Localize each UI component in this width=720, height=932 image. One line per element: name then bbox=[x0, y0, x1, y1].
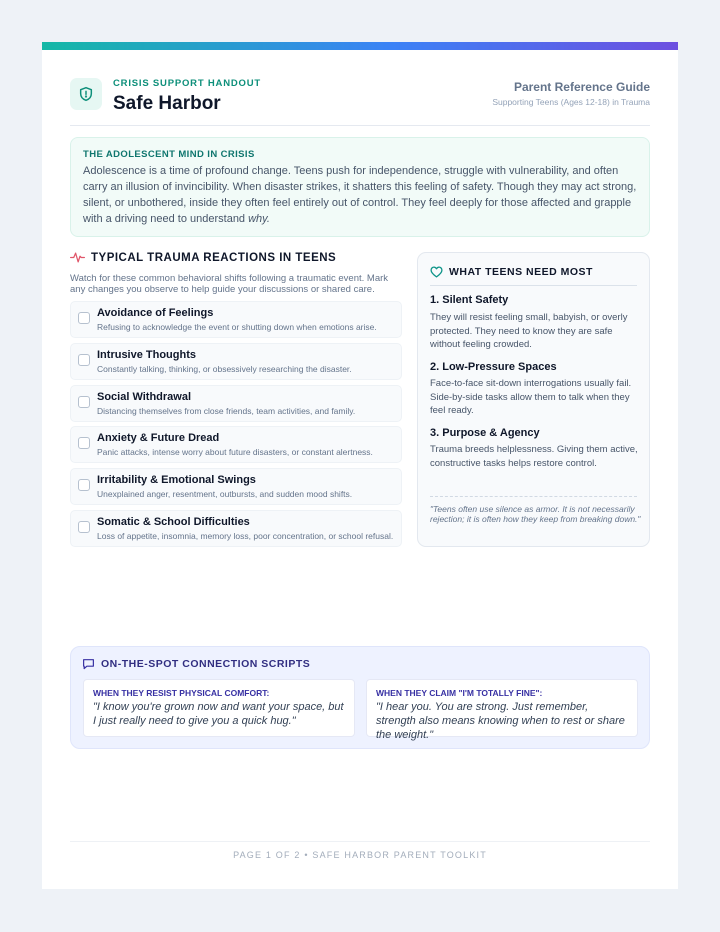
reaction-item[interactable] bbox=[70, 385, 402, 422]
reaction-description: Panic attacks, intense worry about future disasters, or constant alertness. bbox=[97, 447, 373, 457]
need-title: 3. Purpose & Agency bbox=[430, 427, 540, 439]
adolescent-mind-callout bbox=[70, 137, 650, 237]
script-text: "I know you're grown now and want your space, but I just really need to give you a quick hug." bbox=[93, 701, 344, 727]
page-header bbox=[70, 76, 650, 126]
mind-emphasis: why. bbox=[248, 213, 270, 225]
reactions-heading-text: TYPICAL TRAUMA REACTIONS IN TEENS bbox=[91, 251, 337, 264]
guide-title: Parent Reference Guide bbox=[513, 80, 650, 94]
scripts-heading bbox=[82, 658, 310, 670]
reaction-item[interactable] bbox=[70, 343, 402, 380]
reaction-item[interactable] bbox=[70, 301, 402, 338]
reaction-description: Loss of appetite, insomnia, memory loss, poor concentration, or school refusal. bbox=[97, 531, 394, 541]
reaction-checkbox[interactable] bbox=[78, 479, 90, 491]
reaction-title: Social Withdrawal bbox=[97, 391, 192, 403]
handout-page bbox=[42, 42, 678, 889]
page-footer: PAGE 1 OF 2 • SAFE HARBOR PARENT TOOLKIT bbox=[233, 850, 487, 860]
reaction-item[interactable] bbox=[70, 426, 402, 463]
script-text: "I hear you. You are strong. Just remember, strength also means knowing when to rest or share the weight." bbox=[376, 701, 625, 741]
reaction-item[interactable] bbox=[70, 510, 402, 547]
shield-icon bbox=[70, 78, 102, 110]
footer-divider bbox=[70, 841, 650, 842]
script-card bbox=[83, 679, 355, 737]
need-title: 1. Silent Safety bbox=[430, 294, 509, 306]
needs-quote-divider bbox=[430, 496, 637, 497]
reaction-description: Constantly talking, thinking, or obsessively researching the disaster. bbox=[97, 364, 352, 374]
reaction-title: Irritability & Emotional Swings bbox=[97, 474, 256, 486]
reaction-checkbox[interactable] bbox=[78, 312, 90, 324]
pulse-icon bbox=[70, 251, 85, 264]
need-text: Trauma breeds helplessness. Giving them active, constructive tasks helps restore control. bbox=[430, 444, 638, 469]
need-text: Face-to-face sit-down interrogations usually fail. Side-by-side tasks allow them to talk when they feel ready. bbox=[430, 378, 632, 416]
need-title: 2. Low-Pressure Spaces bbox=[430, 361, 557, 373]
needs-divider bbox=[430, 285, 637, 286]
script-card bbox=[366, 679, 638, 741]
connection-scripts-panel bbox=[70, 646, 650, 749]
teen-needs-panel bbox=[417, 252, 650, 547]
scripts-heading-text: ON-THE-SPOT CONNECTION SCRIPTS bbox=[101, 658, 311, 670]
guide-subtitle: Supporting Teens (Ages 12-18) in Trauma bbox=[492, 97, 650, 107]
needs-heading-text: WHAT TEENS NEED MOST bbox=[449, 266, 593, 278]
needs-quote: "Teens often use silence as armor. It is not necessarily rejection; it is often how they keep from breaking down." bbox=[430, 504, 641, 524]
reaction-title: Avoidance of Feelings bbox=[97, 307, 214, 319]
reaction-checkbox[interactable] bbox=[78, 437, 90, 449]
handout-kicker: CRISIS SUPPORT HANDOUT bbox=[113, 78, 261, 89]
need-text: They will resist feeling small, babyish, or overly protected. They need to know they are safe without feeling crowded. bbox=[430, 312, 628, 350]
chat-bubble-icon bbox=[82, 658, 95, 670]
gradient-top-bar bbox=[42, 42, 678, 50]
reaction-description: Unexplained anger, resentment, outbursts, and sudden mood shifts. bbox=[97, 489, 353, 499]
mind-body bbox=[83, 163, 637, 227]
mind-body-text: Adolescence is a time of profound change. Teens push for independence, struggle with vulnerability, and often carry an illusion of invincibility. When disaster strikes, it shatters this feeling of safety. Though they may act strong, silent, or unbothered, inside they often feel entirely out of control. They feel deeply for those affected and grapple with a driving need to understand bbox=[83, 165, 637, 225]
page-title: Safe Harbor bbox=[113, 93, 221, 114]
reaction-checkbox[interactable] bbox=[78, 354, 90, 366]
reactions-intro: Watch for these common behavioral shifts following a traumatic event. Mark any changes you observe to help guide your discussions or shared care. bbox=[70, 273, 389, 295]
mind-heading: THE ADOLESCENT MIND IN CRISIS bbox=[83, 149, 255, 160]
reaction-checkbox[interactable] bbox=[78, 521, 90, 533]
reaction-checkbox[interactable] bbox=[78, 396, 90, 408]
needs-heading bbox=[430, 266, 593, 278]
script-label: WHEN THEY CLAIM "I'M TOTALLY FINE": bbox=[376, 688, 543, 698]
reaction-title: Anxiety & Future Dread bbox=[97, 432, 220, 444]
heart-icon bbox=[430, 266, 443, 278]
script-label: WHEN THEY RESIST PHYSICAL COMFORT: bbox=[93, 688, 270, 698]
reaction-description: Refusing to acknowledge the event or shutting down when emotions arise. bbox=[97, 322, 377, 332]
reaction-title: Somatic & School Difficulties bbox=[97, 516, 250, 528]
reaction-description: Distancing themselves from close friends, team activities, and family. bbox=[97, 406, 356, 416]
reactions-heading bbox=[70, 251, 336, 264]
reaction-title: Intrusive Thoughts bbox=[97, 349, 196, 361]
reaction-item[interactable] bbox=[70, 468, 402, 505]
